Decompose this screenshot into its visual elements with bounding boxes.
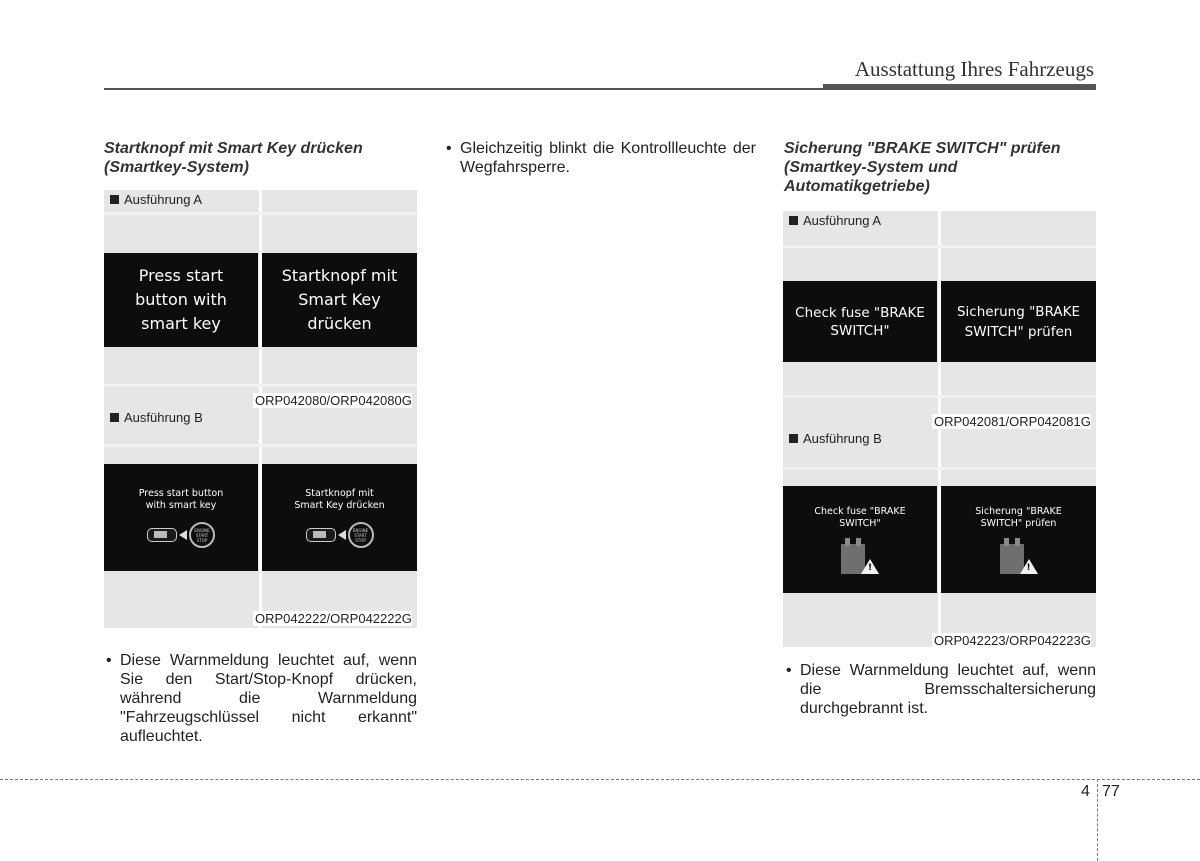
- square-bullet-icon: [110, 195, 119, 204]
- figure-label: Ausführung B: [789, 431, 882, 446]
- bullet-icon: •: [446, 140, 452, 157]
- bullet-icon: •: [786, 662, 792, 679]
- cluster-screen-en: Check fuse "BRAKE SWITCH" !: [783, 486, 937, 593]
- cluster-screen-en: Press start button with smart key: [104, 253, 258, 347]
- key-to-button-graphic: [306, 522, 374, 548]
- key-to-button-graphic: [147, 522, 215, 548]
- start-stop-button-icon: ENGINE START STOP: [189, 522, 215, 548]
- square-bullet-icon: [789, 434, 798, 443]
- figure-code: ORP042223/ORP042223G: [934, 633, 1091, 648]
- footer-rule: [0, 779, 1200, 780]
- cluster-screen-en: Check fuse "BRAKE SWITCH": [783, 281, 937, 362]
- figure-brake-switch-b: [783, 429, 1096, 647]
- cluster-screen-de: Sicherung "BRAKE SWITCH" prüfen: [941, 281, 1096, 362]
- figure-code: ORP042222/ORP042222G: [255, 611, 412, 626]
- warning-triangle-icon: !: [861, 559, 879, 574]
- bullet-paragraph: • Diese Warnmeldung leuchtet auf, wenn Sie den Start/Stop-Knopf drücken, während die Warnmeldung "Fahrzeugschlüssel nicht erkannt" aufleuchtet.: [106, 652, 417, 745]
- cluster-screen-de: Sicherung "BRAKE SWITCH" prüfen !: [941, 486, 1096, 593]
- figure-brake-switch-a: [783, 211, 1096, 431]
- header-rule-accent: [823, 84, 1096, 90]
- figure-code: ORP042080/ORP042080G: [255, 393, 412, 408]
- page-number: 77: [1102, 783, 1120, 800]
- bullet-icon: •: [106, 652, 112, 669]
- page-header-title: Ausstattung Ihres Fahrzeugs: [854, 57, 1094, 81]
- footer-divider: [1097, 779, 1098, 861]
- arrow-left-icon: [179, 530, 187, 540]
- figure-smart-key-a: [104, 190, 417, 410]
- cluster-screen-de: Startknopf mit Smart Key drücken ENGINE START STOP: [262, 464, 417, 571]
- figure-label: Ausführung A: [789, 213, 881, 228]
- fuse-warning-graphic: [841, 544, 879, 574]
- figure-label: Ausführung B: [110, 410, 203, 425]
- section-heading-smart-key: Startknopf mit Smart Key drücken (Smartkey-System): [104, 140, 363, 176]
- figure-smart-key-b: [104, 408, 417, 628]
- chapter-number: 4: [1081, 783, 1090, 800]
- start-stop-button-icon: ENGINE START STOP: [348, 522, 374, 548]
- fuse-warning-graphic: [1000, 544, 1038, 574]
- warning-triangle-icon: !: [1020, 559, 1038, 574]
- square-bullet-icon: [789, 216, 798, 225]
- cluster-screen-en: Press start button with smart key ENGINE START STOP: [104, 464, 258, 571]
- cluster-screen-de: Startknopf mit Smart Key drücken: [262, 253, 417, 347]
- square-bullet-icon: [110, 413, 119, 422]
- bullet-paragraph: • Diese Warnmeldung leuchtet auf, wenn die Bremsschaltersicherung durchgebrannt ist.: [786, 662, 1096, 717]
- arrow-left-icon: [338, 530, 346, 540]
- smart-key-fob-icon: [147, 528, 177, 542]
- figure-label: Ausführung A: [110, 192, 202, 207]
- smart-key-fob-icon: [306, 528, 336, 542]
- figure-code: ORP042081/ORP042081G: [934, 414, 1091, 429]
- bullet-paragraph: • Gleichzeitig blinkt die Kontrollleuchte der Wegfahrsperre.: [446, 140, 756, 176]
- section-heading-brake-switch: Sicherung "BRAKE SWITCH" prüfen (Smartkey-System und Automatikgetriebe): [784, 140, 1061, 195]
